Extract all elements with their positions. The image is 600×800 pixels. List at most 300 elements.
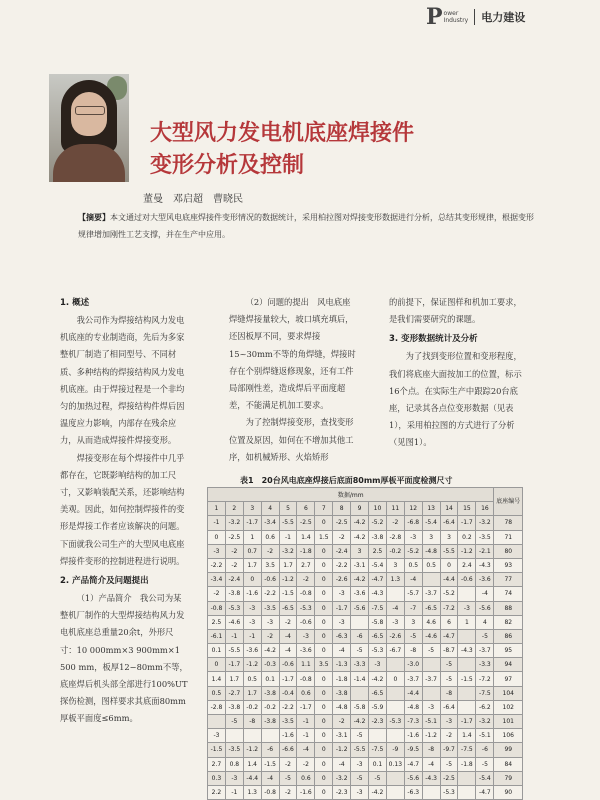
table-row xyxy=(208,686,523,700)
table-cell: -3 xyxy=(440,715,458,729)
table-cell: -5 xyxy=(440,658,458,672)
journal-name: 电力建设 xyxy=(481,11,526,24)
table-cell: -1.8 xyxy=(333,672,351,686)
table-cell xyxy=(369,729,387,743)
table-cell: -1 xyxy=(279,530,297,544)
table-cell: -2.7 xyxy=(225,686,243,700)
table-cell: -3.7 xyxy=(422,672,440,686)
table-cell xyxy=(458,700,476,714)
table-cell xyxy=(386,658,404,672)
table-cell: 2.4 xyxy=(458,558,476,572)
table-cell: -2.2 xyxy=(261,587,279,601)
table-cell-id: 86 xyxy=(494,629,523,643)
table-cell-id: 90 xyxy=(494,785,523,799)
abstract-tag: 【摘要】 xyxy=(78,212,110,222)
table-cell: -2.3 xyxy=(369,715,387,729)
table-cell: -2.5 xyxy=(333,516,351,530)
table-cell: -8 xyxy=(440,686,458,700)
table-cell: -9 xyxy=(386,743,404,757)
table-column-header: 16 xyxy=(476,502,494,516)
table-cell: -4.4 xyxy=(243,771,261,785)
table-cell: -2 xyxy=(261,544,279,558)
table-cell: -3.5 xyxy=(279,715,297,729)
table-cell: -5 xyxy=(351,771,369,785)
table-row xyxy=(208,558,523,572)
table-column-header: 12 xyxy=(404,502,422,516)
table-cell: -5 xyxy=(279,771,297,785)
table-cell: 0 xyxy=(315,729,333,743)
table-cell: -6.7 xyxy=(386,644,404,658)
table-cell: -3 xyxy=(208,729,226,743)
table-cell-id: 95 xyxy=(494,644,523,658)
table-cell: -6.1 xyxy=(208,629,226,643)
table-cell: 2.5 xyxy=(369,544,387,558)
column-3 xyxy=(389,294,523,452)
table-cell: -5 xyxy=(369,771,387,785)
column-2 xyxy=(229,294,357,466)
table-cell: 1.3 xyxy=(243,785,261,799)
table-cell: -1.2 xyxy=(458,544,476,558)
table-cell: -1.7 xyxy=(279,672,297,686)
table-cell xyxy=(386,587,404,601)
table-row xyxy=(208,544,523,558)
table-cell: 3 xyxy=(422,530,440,544)
table-row xyxy=(208,771,523,785)
table-cell: 0 xyxy=(315,644,333,658)
table-cell: -5.8 xyxy=(351,700,369,714)
table-cell: -0.2 xyxy=(243,700,261,714)
table-cell-id: 74 xyxy=(494,587,523,601)
table-cell: -5.5 xyxy=(440,544,458,558)
table-cell: -3 xyxy=(386,615,404,629)
table-cell: -4.2 xyxy=(351,715,369,729)
table-cell: 0.5 xyxy=(404,558,422,572)
table-cell: -2.6 xyxy=(333,573,351,587)
table-cell: 3 xyxy=(404,615,422,629)
table-cell: -3 xyxy=(458,601,476,615)
table-cell: 3.5 xyxy=(315,658,333,672)
table-cell: -3.7 xyxy=(404,672,422,686)
table-cell: -0.6 xyxy=(297,615,315,629)
table-cell: 0 xyxy=(315,686,333,700)
table-column-header-row xyxy=(208,502,523,516)
table-cell xyxy=(386,700,404,714)
table-cell: -5 xyxy=(476,629,494,643)
table-cell: -3.6 xyxy=(476,573,494,587)
table-cell: -5 xyxy=(440,757,458,771)
table-cell: 1.5 xyxy=(315,530,333,544)
table-cell: 0.5 xyxy=(243,672,261,686)
table-column-header: 9 xyxy=(351,502,369,516)
title-line-1: 大型风力发电机底座焊接件 xyxy=(150,121,415,146)
table-cell: 0.6 xyxy=(297,771,315,785)
table-cell: -4.7 xyxy=(476,785,494,799)
table-cell: -6.3 xyxy=(404,785,422,799)
table-cell: 0 xyxy=(315,516,333,530)
table-cell-id: 80 xyxy=(494,544,523,558)
table-id-header: 底座编号 xyxy=(494,488,523,516)
table-cell: 2.2 xyxy=(208,785,226,799)
table-cell: -5.4 xyxy=(476,771,494,785)
table-body xyxy=(208,516,523,800)
logo-words xyxy=(444,10,469,24)
table-row xyxy=(208,615,523,629)
table-cell: -3 xyxy=(422,700,440,714)
table-cell: -1.3 xyxy=(333,658,351,672)
table-column-header: 15 xyxy=(458,502,476,516)
table-cell: -1.2 xyxy=(279,573,297,587)
table-row xyxy=(208,644,523,658)
table-cell: 0.8 xyxy=(225,757,243,771)
table-cell: -6.3 xyxy=(333,629,351,643)
table-cell: -2 xyxy=(333,715,351,729)
logo-word-1: ower xyxy=(443,10,459,17)
table-cell: -3.2 xyxy=(333,771,351,785)
table-cell: -5.3 xyxy=(297,601,315,615)
table-cell: -4.7 xyxy=(369,573,387,587)
table-cell-id: 106 xyxy=(494,729,523,743)
table-cell: 1.4 xyxy=(243,757,261,771)
table-cell: -5 xyxy=(440,672,458,686)
table-cell: -0.8 xyxy=(261,785,279,799)
table-cell: -1.5 xyxy=(279,587,297,601)
table-cell: -4 xyxy=(279,629,297,643)
table-column-header: 3 xyxy=(243,502,261,516)
table-cell: -2 xyxy=(279,785,297,799)
table-cell: 1.7 xyxy=(243,558,261,572)
table-cell: 0.6 xyxy=(297,686,315,700)
table-cell: -1.6 xyxy=(243,587,261,601)
table-cell xyxy=(458,629,476,643)
table-cell: 0 xyxy=(208,658,226,672)
table-cell: -6.8 xyxy=(404,516,422,530)
logo-word-2: Industry xyxy=(443,17,469,24)
table-cell: -4.2 xyxy=(369,785,387,799)
table-cell: -6.5 xyxy=(369,686,387,700)
table-cell: -0.6 xyxy=(261,573,279,587)
table-cell: -1 xyxy=(297,729,315,743)
table-cell: 0 xyxy=(315,672,333,686)
table-cell: -0.2 xyxy=(261,700,279,714)
table-column-header: 1 xyxy=(208,502,226,516)
table-cell: 3.5 xyxy=(261,558,279,572)
table-cell: -3.8 xyxy=(225,587,243,601)
table-cell: -2.2 xyxy=(279,700,297,714)
table-cell: -7.2 xyxy=(440,601,458,615)
table-cell: -4.3 xyxy=(458,644,476,658)
table-cell: -2 xyxy=(440,729,458,743)
table-cell: -4.4 xyxy=(404,686,422,700)
table-cell xyxy=(386,785,404,799)
table-cell: 1 xyxy=(243,530,261,544)
table-cell: -3.1 xyxy=(333,729,351,743)
table-cell: -1.8 xyxy=(297,544,315,558)
table-cell: -5 xyxy=(225,715,243,729)
table-cell: -5.2 xyxy=(440,587,458,601)
table-cell: -1 xyxy=(225,629,243,643)
table-cell: -6 xyxy=(351,629,369,643)
table-cell: -4.8 xyxy=(404,700,422,714)
table-cell: -0.8 xyxy=(297,587,315,601)
table-cell: 3 xyxy=(351,544,369,558)
table-column-header: 14 xyxy=(440,502,458,516)
table-cell: -4.2 xyxy=(351,530,369,544)
table-cell: -4 xyxy=(261,771,279,785)
table-cell: -2 xyxy=(208,587,226,601)
table-cell: -1.7 xyxy=(333,601,351,615)
table-cell: -1.7 xyxy=(297,700,315,714)
table-cell-id: 77 xyxy=(494,573,523,587)
table-cell: -1.2 xyxy=(243,743,261,757)
table-cell: -3.8 xyxy=(225,700,243,714)
table-row xyxy=(208,601,523,615)
table-cell: 0 xyxy=(315,700,333,714)
table-row xyxy=(208,700,523,714)
article-authors: 董曼 邓启超 曹晓民 xyxy=(143,194,243,205)
table-cell: -4.3 xyxy=(422,771,440,785)
table-cell: -3.3 xyxy=(476,658,494,672)
table-cell: -4.3 xyxy=(369,587,387,601)
table-cell xyxy=(225,729,243,743)
table-cell: 0.7 xyxy=(243,544,261,558)
table-cell: 0 xyxy=(315,558,333,572)
table-cell: -2.2 xyxy=(333,558,351,572)
table-cell: 2.5 xyxy=(208,615,226,629)
column-1 xyxy=(60,294,188,728)
table-cell: -7.5 xyxy=(369,601,387,615)
table-cell xyxy=(422,686,440,700)
table-cell: -2 xyxy=(297,757,315,771)
table-cell: -4.4 xyxy=(440,573,458,587)
table-cell: 0 xyxy=(315,715,333,729)
table-cell: -5.1 xyxy=(476,729,494,743)
table-column-header: 2 xyxy=(225,502,243,516)
paragraph: 的前提下，保证图样和机加工要求，是我们需要研究的课题。 xyxy=(389,297,522,325)
table-cell: -5.3 xyxy=(386,715,404,729)
table-cell: -5 xyxy=(351,729,369,743)
table-cell: 1.4 xyxy=(458,729,476,743)
table-cell: -7.5 xyxy=(476,686,494,700)
table-cell: -3 xyxy=(243,615,261,629)
table-cell: -1 xyxy=(225,785,243,799)
table-cell: -4.2 xyxy=(369,672,387,686)
abstract-text: 本文通过对大型风电底座焊接件变形情况的数据统计，采用柏拉图对焊接变形数据进行分析，总结其变形规律，根据变形规律增加刚性工艺支撑，并在生产中应用。 xyxy=(78,213,534,239)
table-cell xyxy=(351,615,369,629)
table-cell: -6.4 xyxy=(440,516,458,530)
table-cell: -7.5 xyxy=(369,743,387,757)
table-cell-id: 79 xyxy=(494,771,523,785)
table-cell: -6.5 xyxy=(279,601,297,615)
table-cell: -5.5 xyxy=(225,644,243,658)
table-cell: -4 xyxy=(279,644,297,658)
table-cell xyxy=(422,658,440,672)
table-column-header: 11 xyxy=(386,502,404,516)
table-cell-id: 84 xyxy=(494,757,523,771)
table-cell: -6 xyxy=(476,743,494,757)
table-group-header: 数据/mm xyxy=(208,488,494,502)
table-column-header: 10 xyxy=(369,502,387,516)
table-row xyxy=(208,530,523,544)
journal-logo xyxy=(426,6,525,28)
table-cell: -1.2 xyxy=(422,729,440,743)
table-cell: -3.8 xyxy=(261,686,279,700)
table-cell: -3.2 xyxy=(476,715,494,729)
table-column-header: 4 xyxy=(261,502,279,516)
table-cell: -1.6 xyxy=(297,785,315,799)
table-cell: -5.1 xyxy=(422,715,440,729)
table-cell xyxy=(458,771,476,785)
table-cell: -1.7 xyxy=(458,715,476,729)
table-cell: -2.4 xyxy=(333,544,351,558)
table-cell: 0 xyxy=(208,530,226,544)
table-cell: -3 xyxy=(297,629,315,643)
table-cell-id: 101 xyxy=(494,715,523,729)
section-heading-product: 2. 产品简介及问题提出 xyxy=(60,576,149,587)
table-cell: -5.9 xyxy=(369,700,387,714)
table-cell: -0.8 xyxy=(297,672,315,686)
table-cell: -4 xyxy=(297,743,315,757)
table-cell: -2.5 xyxy=(440,771,458,785)
table-cell: -5.2 xyxy=(404,544,422,558)
table-cell: -5.5 xyxy=(351,743,369,757)
table-cell: -3.5 xyxy=(225,743,243,757)
table-cell: -6 xyxy=(261,743,279,757)
table-cell: -3 xyxy=(369,658,387,672)
table-cell: -6.6 xyxy=(279,743,297,757)
table-cell: -1.2 xyxy=(333,743,351,757)
paragraph: （1）产品简介 我公司为某整机厂制作的大型焊接结构风力发电机底座总重量20余t，外形尺寸：10 000mm×3 900mm×1 500 mm，板厚12−80mm不等，底座焊后机头部全部进行100%UT探伤检测，图样要求其底面80mm厚板平面度≤6mm。 xyxy=(60,593,188,724)
table-cell: -3 xyxy=(333,587,351,601)
table-row xyxy=(208,587,523,601)
paragraph: 焊接变形在每个焊接件中几乎都存在，它既影响结构的加工尺寸，又影响装配关系，还影响结构美观。因此，如何控制焊接件的变形是焊接工作者应该解决的问题。下面就我公司生产的大型风电底座焊接件变形的控制进程进行说明。 xyxy=(60,452,185,566)
table-cell: 0 xyxy=(315,743,333,757)
table-cell: -5.2 xyxy=(369,516,387,530)
table-cell: -3.5 xyxy=(476,530,494,544)
table-cell: -1.8 xyxy=(458,757,476,771)
table-cell: -4.2 xyxy=(351,573,369,587)
table-cell: -2.1 xyxy=(476,544,494,558)
table-cell: -3.8 xyxy=(333,686,351,700)
table-cell: -3.5 xyxy=(261,601,279,615)
section-heading-overview: 1. 概述 xyxy=(60,298,90,308)
table-cell: -4.7 xyxy=(404,757,422,771)
table-cell: -3.3 xyxy=(351,658,369,672)
table-cell: -3.2 xyxy=(279,544,297,558)
table-cell-id: 104 xyxy=(494,686,523,700)
table-cell: -4.2 xyxy=(261,644,279,658)
table-column-header: 5 xyxy=(279,502,297,516)
table-cell xyxy=(458,658,476,672)
table-cell: 0.1 xyxy=(261,672,279,686)
table-cell xyxy=(386,729,404,743)
table-cell: 2.7 xyxy=(297,558,315,572)
table-row xyxy=(208,729,523,743)
paragraph: 为了找到变形位置和变形程度，我们将底座大面按加工的位置，标示16个点。在实际生产中跟踪20台底座，记录其各点位变形数据（见表1），采用柏拉图的方式进行了分析（见图1）。 xyxy=(389,351,522,448)
table-cell: -2 xyxy=(261,629,279,643)
table-cell: -4.2 xyxy=(351,516,369,530)
table-cell-id: 102 xyxy=(494,700,523,714)
table-cell: -0.6 xyxy=(458,573,476,587)
table-cell: 1 xyxy=(458,615,476,629)
table-cell: -5.3 xyxy=(225,601,243,615)
table-cell: 0.13 xyxy=(386,757,404,771)
table-cell: -2 xyxy=(225,544,243,558)
table-cell: -5.5 xyxy=(279,516,297,530)
table-cell: -5 xyxy=(404,629,422,643)
table-cell xyxy=(422,785,440,799)
table-cell: -1.7 xyxy=(225,658,243,672)
table-cell xyxy=(208,715,226,729)
table-cell: 0.3 xyxy=(208,771,226,785)
table-cell: -3.4 xyxy=(261,516,279,530)
table-column-header: 7 xyxy=(315,502,333,516)
table-cell: -3 xyxy=(351,757,369,771)
table-cell: 6 xyxy=(440,615,458,629)
table-cell: -3 xyxy=(351,785,369,799)
table-cell: -6.2 xyxy=(476,700,494,714)
table-cell: -2.3 xyxy=(333,785,351,799)
table-row xyxy=(208,658,523,672)
photo-glasses xyxy=(75,106,105,115)
table-cell-id: 88 xyxy=(494,601,523,615)
table-cell: 1.7 xyxy=(243,686,261,700)
table-cell: 0.5 xyxy=(208,686,226,700)
table-cell: 0 xyxy=(315,771,333,785)
table-row xyxy=(208,573,523,587)
table-cell: -2.8 xyxy=(208,700,226,714)
table-row xyxy=(208,715,523,729)
table-cell: -6.5 xyxy=(369,629,387,643)
table-cell: -3.2 xyxy=(225,516,243,530)
table-caption: 表1 20台风电底座焊接后底面80mm厚板平面度检测尺寸 xyxy=(240,476,453,485)
table-cell: -4 xyxy=(422,757,440,771)
table-cell: 3 xyxy=(386,558,404,572)
table-cell: -1.6 xyxy=(279,729,297,743)
table-cell: 1.3 xyxy=(386,573,404,587)
table-cell: -4 xyxy=(476,587,494,601)
table-cell: 2.7 xyxy=(208,757,226,771)
table-cell-id: 97 xyxy=(494,672,523,686)
table-row xyxy=(208,516,523,530)
table-cell-id: 99 xyxy=(494,743,523,757)
title-line-2: 变形分析及控制 xyxy=(150,153,305,178)
table-cell: -7 xyxy=(404,601,422,615)
table-cell: -2.2 xyxy=(208,558,226,572)
abstract xyxy=(78,209,538,243)
table-cell: 1.7 xyxy=(279,558,297,572)
table-cell: 0 xyxy=(243,573,261,587)
table-cell xyxy=(261,729,279,743)
table-cell: -5 xyxy=(476,757,494,771)
table-cell: -4.8 xyxy=(333,700,351,714)
table-cell-id: 82 xyxy=(494,615,523,629)
table-cell: -5.3 xyxy=(369,644,387,658)
table-cell: 0 xyxy=(315,544,333,558)
section-heading-statistics: 3. 变形数据统计及分析 xyxy=(389,334,478,345)
table-cell: 0 xyxy=(315,785,333,799)
table-cell-id: 78 xyxy=(494,516,523,530)
table-cell: -5.6 xyxy=(476,601,494,615)
table-cell: -8 xyxy=(243,715,261,729)
table-cell: -7.5 xyxy=(458,743,476,757)
table-cell: -5.8 xyxy=(369,615,387,629)
paragraph: （2）问题的提出 风电底座焊缝焊接量较大，坡口填充填后，还因板厚不同，要求焊接15~30mm不等的角焊缝，焊接时存在个别焊缝返修现象，还有工件局部刚性差，造成焊后平面度超差，不能满足机加工要求。 xyxy=(229,297,356,411)
table-cell: -5.4 xyxy=(369,558,387,572)
table-cell: -9.5 xyxy=(404,743,422,757)
table-row xyxy=(208,672,523,686)
table-row xyxy=(208,743,523,757)
table-cell: 0 xyxy=(386,672,404,686)
